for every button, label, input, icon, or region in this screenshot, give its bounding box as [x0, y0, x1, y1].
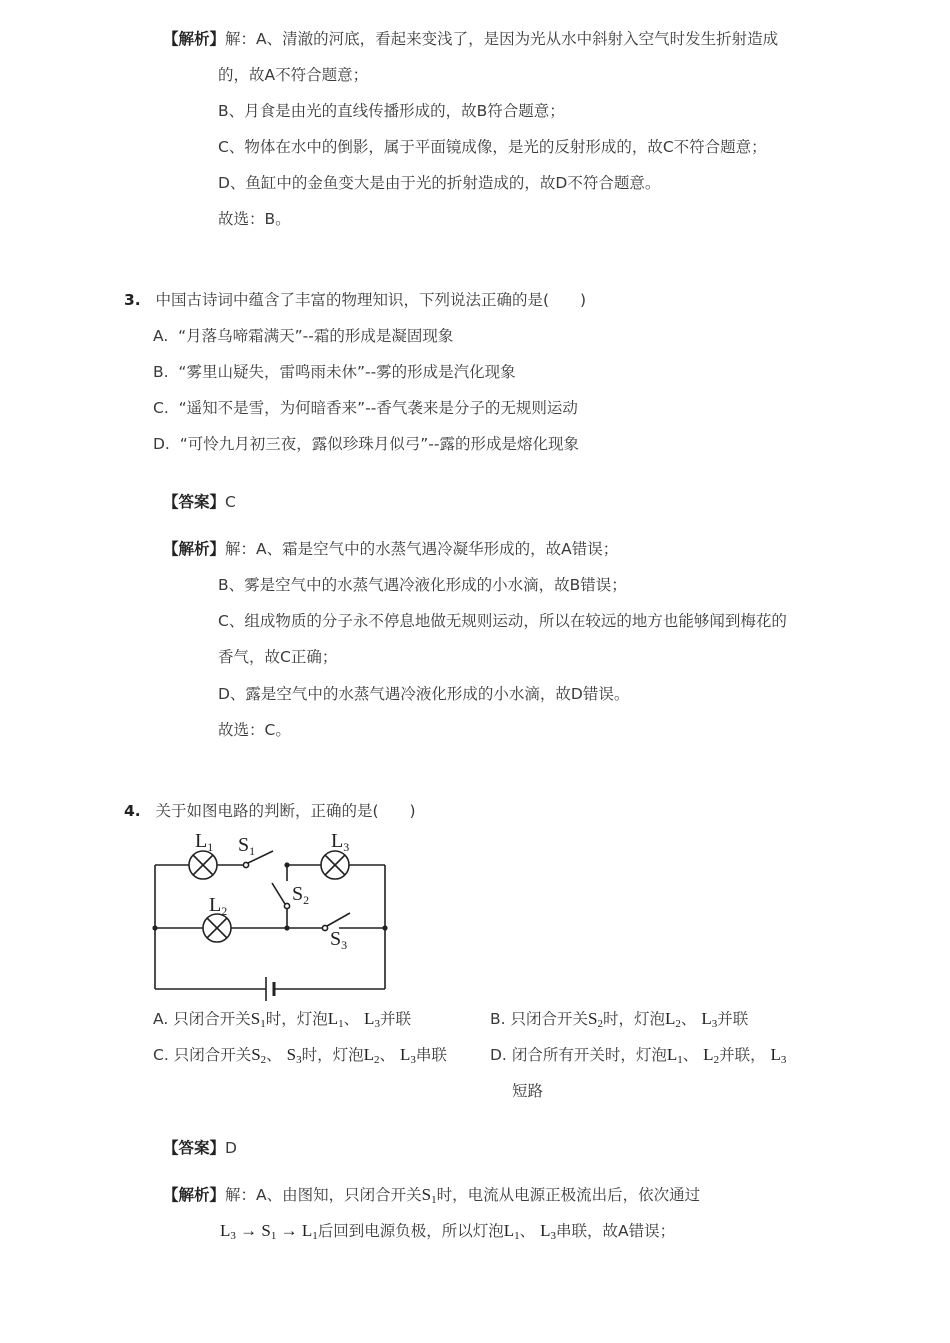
q4-option-b: B. 只闭合开关$S_2$时，灯泡$L_2$、 $L_3$并联 — [490, 1009, 749, 1030]
q3-analysis-a: A、霜是空气中的水蒸气遇冷凝华形成的，故A错误； — [256, 540, 619, 558]
q3-analysis-line1 — [163, 539, 618, 559]
answer-label: 【答案】 — [163, 493, 226, 511]
label-s3: $S_3$ — [330, 928, 348, 952]
q2-analysis-a1: A、清澈的河底，看起来变浅了，是因为光从水中斜射入空气时发生折射造成 — [256, 30, 779, 48]
q4-stem: 关于如图电路的判断，正确的是( ) — [155, 802, 416, 820]
q4-analysis-line1: 【解析】解：A、由图知，只闭合开关$S_1$时，电流从电源正极流出后，依次通过 — [163, 1185, 701, 1206]
q3-stem: 中国古诗词中蕴含了丰富的物理知识，下列说法正确的是( ) — [155, 291, 587, 309]
solve-prefix: 解： — [225, 30, 257, 48]
q4-option-d-line2: 短路 — [512, 1082, 544, 1100]
lamp-l3-icon — [321, 851, 349, 879]
q3-answer-value: C — [225, 493, 236, 511]
q2-analysis-a2: 的，故A不符合题意； — [218, 66, 369, 84]
q2-analysis-b: B、月食是由光的直线传播形成的，故B符合题意； — [218, 102, 565, 120]
solve-prefix: 解： — [225, 540, 257, 558]
label-l2: $L_2$ — [209, 894, 228, 918]
solve-prefix: 解： — [225, 1186, 257, 1204]
label-s1: $S_1$ — [238, 834, 256, 858]
q3-option-a: A. “月落乌啼霜满天”--霜的形成是凝固现象 — [153, 327, 454, 345]
q2-analysis-d: D、鱼缸中的金鱼变大是由于光的折射造成的，故D不符合题意。 — [218, 174, 661, 192]
q4-analysis-line2: $L_3 \to S_1 \to L_1$后回到电源负极，所以灯泡$L_1$、 $L_3$串联，故A错误； — [220, 1221, 676, 1242]
q4-option-c: C. 只闭合开关$S_2$、 $S_3$时，灯泡$L_2$、 $L_3$串联 — [153, 1045, 447, 1066]
q3-analysis-c1: C、组成物质的分子永不停息地做无规则运动，所以在较远的地方也能够闻到梅花的 — [218, 612, 787, 630]
q3-choose: 故选：C。 — [218, 721, 291, 739]
q3-answer — [163, 492, 236, 512]
answer-label: 【答案】 — [163, 1139, 226, 1157]
analysis-label: 【解析】 — [163, 540, 226, 558]
q4-answer — [163, 1138, 237, 1158]
circuit-diagram — [145, 825, 395, 1005]
q3-option-c: C. “遥知不是雪，为何暗香来”--香气袭来是分子的无规则运动 — [153, 399, 578, 417]
switch-s2-icon — [272, 883, 290, 909]
q3-stem-line — [124, 290, 586, 310]
analysis-label: 【解析】 — [163, 30, 226, 48]
lamp-l2-icon — [203, 914, 231, 942]
q3-analysis-b: B、雾是空气中的水蒸气遇冷液化形成的小水滴，故B错误； — [218, 576, 627, 594]
q3-number: 3. — [124, 291, 141, 309]
label-l3: $L_3$ — [331, 830, 350, 854]
q3-analysis-d: D、露是空气中的水蒸气遇冷液化形成的小水滴，故D错误。 — [218, 685, 630, 703]
q2-analysis-c: C、物体在水中的倒影，属于平面镜成像，是光的反射形成的，故C不符合题意； — [218, 138, 767, 156]
label-l1: $L_1$ — [195, 830, 214, 854]
q4-number: 4. — [124, 802, 141, 820]
q3-analysis-c2: 香气，故C正确； — [218, 648, 338, 666]
q4-option-a: A. 只闭合开关$S_1$时，灯泡$L_1$、 $L_3$并联 — [153, 1009, 411, 1030]
q4-option-d: D. 闭合所有开关时，灯泡$L_1$、 $L_2$并联， $L_3$ — [490, 1045, 787, 1066]
q3-option-b: B. “雾里山疑失，雷鸣雨未休”--雾的形成是汽化现象 — [153, 363, 516, 381]
label-s2: $S_2$ — [292, 883, 310, 907]
q4-answer-value: D — [225, 1139, 237, 1157]
lamp-l1-icon — [189, 851, 217, 879]
q2-choose: 故选：B。 — [218, 210, 291, 228]
q4-stem-line — [124, 801, 416, 821]
analysis-label: 【解析】 — [163, 1186, 226, 1204]
q2-analysis-line1 — [163, 29, 778, 49]
q3-option-d: D. “可怜九月初三夜，露似珍珠月似弓”--露的形成是熔化现象 — [153, 435, 579, 453]
